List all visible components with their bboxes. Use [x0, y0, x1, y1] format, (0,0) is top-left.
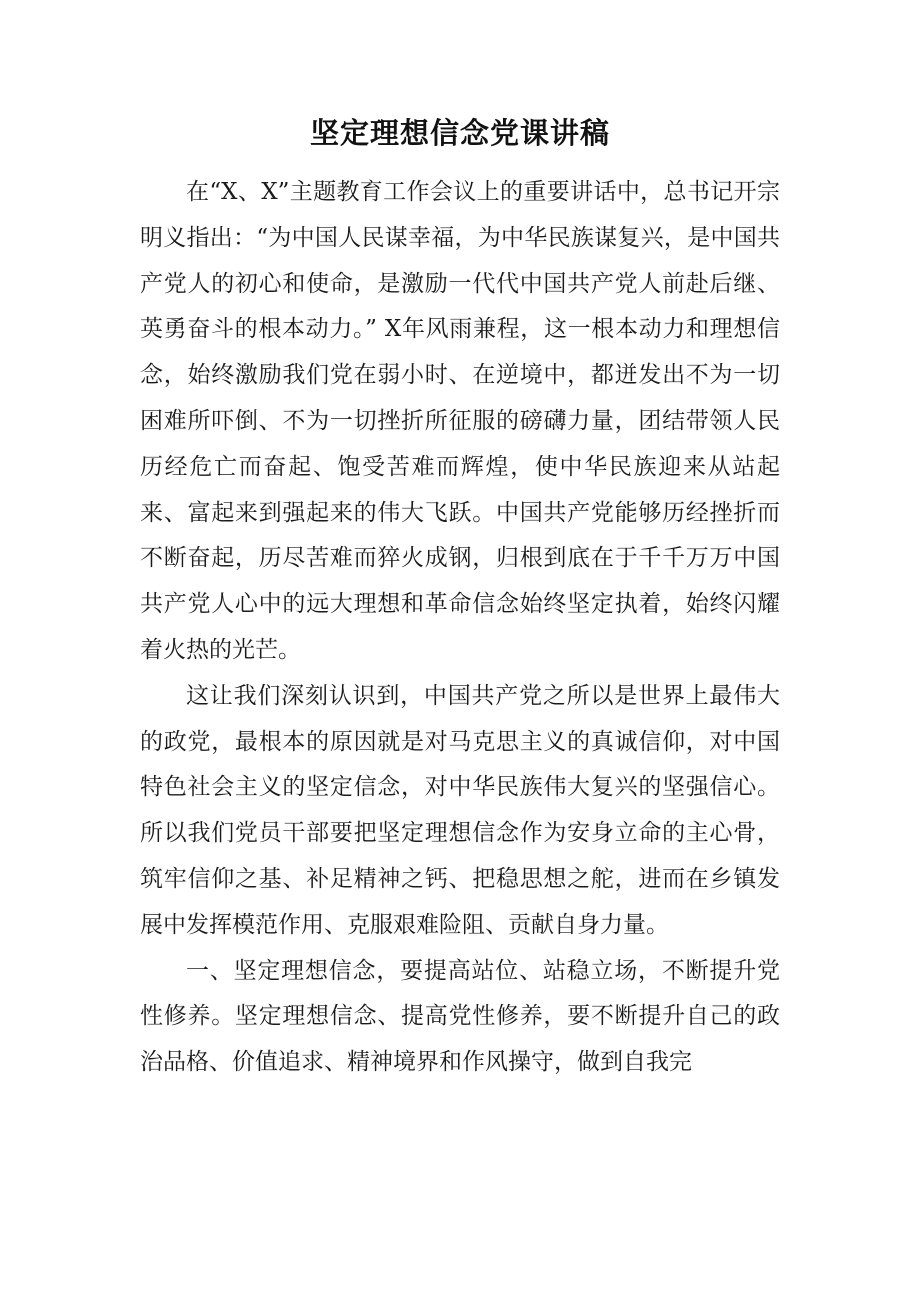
paragraph-1: 在“X、X”主题教育工作会议上的重要讲话中，总书记开宗明义指出：“为中国人民谋幸福，为中华民族谋复兴，是中国共产党人的初心和使命，是激励一代代中国共产党人前赴后继、英勇奋斗的根本动力。” X年风雨兼程，这一根本动力和理想信念，始终激励我们党在弱小时、在逆境中，都迸发出不为一切困难所吓倒、不为一切挫折所征服的磅礴力量，团结带领人民历经危亡而奋起、饱受苦难而辉煌，使中华民族迎来从站起来、富起来到强起来的伟大飞跃。中国共产党能够历经挫折而不断奋起，历尽苦难而猝火成钢，归根到底在于千千万万中国共产党人心中的远大理想和革命信念始终坚定执着，始终闪耀着火热的光芒。: [140, 179, 780, 663]
document-body: [140, 170, 780, 1086]
paragraph-3: 一、坚定理想信念，要提高站位、站稳立场，不断提升党性修养。坚定理想信念、提高党性修养，要不断提升自己的政治品格、价值追求、精神境界和作风操守，做到自我完: [140, 957, 780, 1076]
paragraph-2: 这让我们深刻认识到，中国共产党之所以是世界上最伟大的政党，最根本的原因就是对马克思主义的真诚信仰，对中国特色社会主义的坚定信念，对中华民族伟大复兴的坚强信心。所以我们党员干部要把坚定理想信念作为安身立命的主心骨，筑牢信仰之基、补足精神之钙、把稳思想之舵，进而在乡镇发展中发挥模范作用、克服艰难险阻、贡献自身力量。: [140, 682, 780, 938]
document-title: 坚定理想信念党课讲稿: [309, 116, 610, 150]
